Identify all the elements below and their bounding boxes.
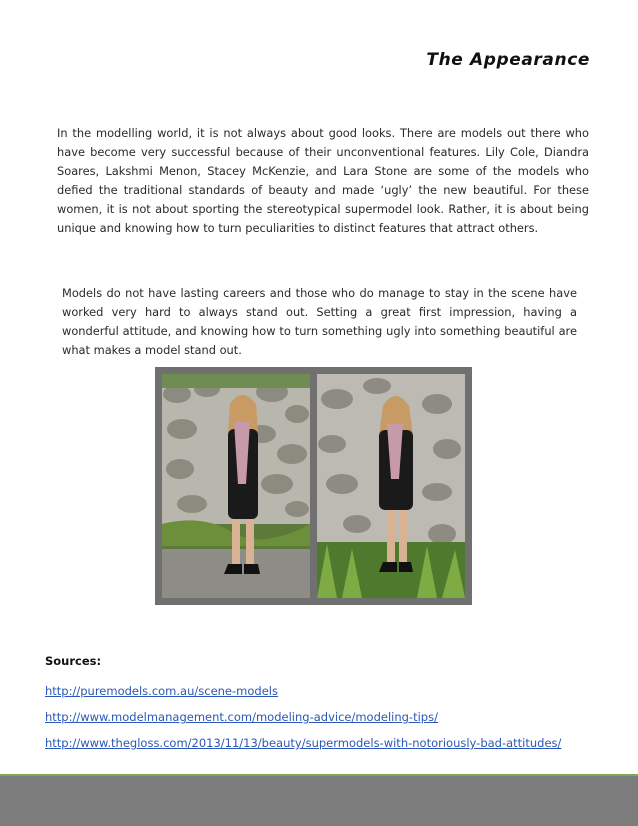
model-photo-right	[317, 374, 465, 598]
footer-bar	[0, 774, 638, 826]
career-paragraph: Models do not have lasting careers and those who do manage to stay in the scene have worked very hard to always stand out. Setting a great first impression, having a wonderful attitude, and knowing how to turn something ugly into something beautiful are what makes a model stand out.	[62, 286, 577, 357]
intro-paragraph: In the modelling world, it is not always about good looks. There are models out there who have become very successful because of their unconventional features. Lily Cole, Diandra Soares, Lakshmi Menon, Stacey McKenzie, and Lara Stone are some of the models who defied the traditional standards of beauty and made ‘ugly’ the new beautiful. For these women, it is not about sporting the stereotypical supermodel look. Rather, it is about being unique and knowing how to turn peculiarities to distinct features that attract others.	[57, 126, 589, 235]
source-link-thegloss[interactable]: http://www.thegloss.com/2013/11/13/beauty/supermodels-with-notoriously-bad-attitudes/	[45, 736, 562, 750]
source-link-puremodels[interactable]: http://puremodels.com.au/scene-models	[45, 684, 278, 698]
photo-collage-frame	[155, 367, 472, 605]
sources-heading: Sources:	[45, 654, 102, 668]
page-title: The Appearance	[426, 50, 590, 70]
source-link-modelmanagement[interactable]: http://www.modelmanagement.com/modeling-advice/modeling-tips/	[45, 710, 438, 724]
model-photo-left	[162, 374, 310, 598]
